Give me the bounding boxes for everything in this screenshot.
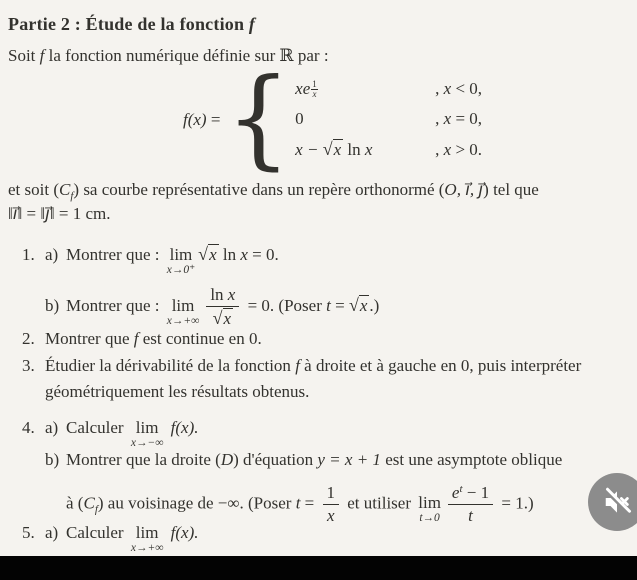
fraction: $\frac{e^t - 1}{t}$ bbox=[448, 484, 493, 525]
limit-expression: lim x→−∞ bbox=[130, 418, 164, 449]
question-3-line2: géométriquement les résultats obtenus. bbox=[45, 382, 310, 401]
question-4b-line2: à $(C_f)$ au voisinage de −∞. (Poser t = $\frac{1}{x}$ et utiliser lim t→0 $\frac{e^t - 1}{t}$ = 1.) bbox=[66, 483, 534, 525]
item-letter: b) bbox=[45, 295, 60, 315]
item-number: 2. bbox=[22, 329, 35, 348]
sqrt-expression: √x bbox=[198, 244, 217, 264]
title-text: Partie 2 : Étude de la fonction bbox=[8, 14, 249, 34]
item-number: 5. bbox=[22, 523, 35, 542]
item-letter: a) bbox=[45, 418, 59, 437]
piecewise-expr-2: 0 bbox=[295, 109, 304, 128]
function-lhs bbox=[183, 110, 220, 130]
intro-f: f bbox=[39, 46, 45, 65]
question-1b: b) Montrer que : lim x→+∞ $\frac{\text{ln x}}{√x}$ = 0. (Poser t = √x .) bbox=[45, 285, 380, 328]
limit-expression: lim x→+∞ bbox=[166, 295, 200, 327]
sqrt-expression: √x bbox=[348, 294, 368, 315]
question-4b-line1: b) Montrer que la droite (D) d'équation y = x + 1 est une asymptote oblique bbox=[45, 450, 563, 469]
fraction: $\frac{1}{x}$ bbox=[323, 484, 340, 525]
intro-post: la fonction numérique définie sur ℝ par : bbox=[44, 46, 329, 65]
exponent-fraction: $\frac{1}{x}$ bbox=[312, 79, 317, 100]
piecewise-expr-3: x − √x ln x bbox=[295, 139, 373, 159]
item-number: 4. bbox=[22, 418, 35, 437]
basis-vectors: O, i⃗, j⃗ bbox=[444, 180, 484, 199]
item-number: 3. bbox=[22, 356, 35, 375]
item-number: 1. bbox=[22, 245, 35, 264]
limit-expression: lim x→+∞ bbox=[130, 523, 164, 554]
limit-expression: lim x→0⁺ bbox=[166, 245, 196, 276]
function-name: f(x) bbox=[183, 109, 207, 129]
sqrt-expression: √x bbox=[322, 139, 342, 159]
item-letter: b) bbox=[45, 450, 60, 469]
question-1a: 1. a) Montrer que : lim x→0⁺ √x ln x = 0. bbox=[22, 244, 279, 276]
question-5a: 5. a) Calculer lim x→+∞ f(x). bbox=[22, 523, 199, 554]
limit-expression: lim t→0 bbox=[418, 493, 441, 525]
curve-sentence: et soit $(C_f)$ sa courbe représentative dans un repère orthonormé (O, i⃗, j⃗) tel que bbox=[8, 180, 539, 202]
item-letter: a) bbox=[45, 245, 59, 264]
piecewise-rows bbox=[295, 76, 482, 163]
piecewise-cond-3: , x > 0. bbox=[435, 140, 483, 159]
page-title bbox=[8, 13, 255, 36]
item-letter: a) bbox=[45, 523, 59, 542]
intro-pre: Soit bbox=[8, 46, 40, 65]
letterbox-bar bbox=[0, 556, 637, 580]
question-4a: 4. a) Calculer lim x→−∞ f(x). bbox=[22, 418, 199, 449]
piecewise-cond-1: , x < 0, bbox=[435, 79, 483, 98]
norm-sentence: ‖i⃗‖ = ‖j⃗‖ = 1 cm. bbox=[8, 204, 111, 223]
equals-sign: = bbox=[206, 109, 221, 129]
piecewise-brace: { bbox=[226, 56, 292, 182]
question-3-line1: 3. Étudier la dérivabilité de la fonction f à droite et à gauche en 0, puis interpréter bbox=[22, 356, 582, 375]
mute-button[interactable] bbox=[588, 473, 637, 531]
volume-muted-icon bbox=[602, 487, 632, 517]
piecewise-cond-2: , x = 0, bbox=[435, 109, 483, 128]
title-function-symbol: f bbox=[248, 14, 256, 34]
question-2: 2. Montrer que f est continue en 0. bbox=[22, 329, 262, 348]
piecewise-expr-1: xe $\frac{1}{x}$ bbox=[295, 79, 317, 100]
piecewise-definition bbox=[183, 56, 483, 182]
fraction: $\frac{\text{ln x}}{√x}$ bbox=[206, 286, 239, 328]
